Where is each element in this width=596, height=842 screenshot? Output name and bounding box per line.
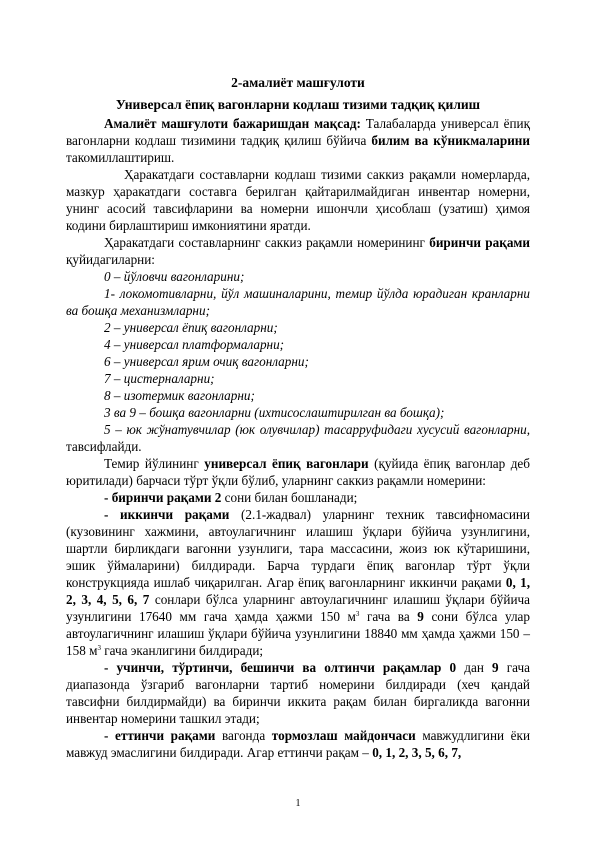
document-title: 2-амалиёт машғулоти (231, 75, 365, 90)
list-item: 3 ва 9 – бошқа вагонларни (ихтисослаштирилган ва бошқа); (104, 405, 445, 420)
list-item: 1- локомотивларни, йўл машиналарини, темир йўлда юрадиган кранларни ва бошқа механизмларни; (66, 286, 530, 318)
paragraph-digit-one: - биринчи рақами 2 сони билан бошланади; (104, 490, 358, 505)
paragraph-digit-seven: - еттинчи рақами вагонда тормозлаш майдончаси мавжудлигини ёки мавжуд эмаслигини билдиради. Агар еттинчи рақам – 0, 1, 2, 3, 5, 6, 7, (66, 728, 531, 760)
list-item: 6 – универсал ярим очиқ вагонларни; (104, 354, 309, 369)
paragraph-digits-three-to-six: - учинчи, тўртинчи, бешинчи ва олтинчи рақамлар 0 дан 9 гача диапазонда ўзгариб вагонларни тартиб номерини билдиради (хеч қандай тавсифни билдирмайди) ва биринчи иккита рақам билан биргаликда вагонни инвентар номерини ташкил этади; (66, 660, 530, 726)
paragraph-digit-two: - иккинчи рақами (2.1-жадвал) уларнинг техник тавсифномасини (кузовининг хажмини, автоулагичнинг илашиш ўқлари бўйича узунлигини, шартли бирликдаги вагонни узунлиги, тара массасини, жоиз юк кўтаришини, эшик ўймаларини) билдиради. Барча турдаги ёпиқ вагонлар тўрт ўқли конструкцияда ишлаб чиқарилган. Агар ёпиқ вагонларнинг иккинчи рақами 0, 1, 2, 3, 4, 5, 6, 7 сонлари бўлса уларнинг автоулагичнинг илашиш ўқлари бўйича узунлигини 17640 мм гача ҳамда ҳажми 150 $м^3$ гача ва 9 сони бўлса улар автоулагичнинг илашиш ўқлари бўйича узунлигини 18840 мм ҳамда ҳажми 150 – 158 $м^3$ гача эканлигини билдиради; (66, 507, 530, 658)
paragraph-coding-system: Ҳаракатдаги составларни кодлаш тизими саккиз рақамли номерларда, мазкур ҳаракатдаги составга берилган қайтарилмайдиган инвентар номерни, унинг асосий тавсифларини ва номерни ишончли ҳисоблаш (узатиш) ҳимоя кодини бирлаштириш имкониятини яратди. (66, 167, 530, 233)
paragraph-first-digit: Ҳаракатдаги составларнинг саккиз рақамли номерининг биринчи рақами қуйидагиларни: (66, 235, 530, 267)
list-item: 4 – универсал платформаларни; (104, 337, 285, 352)
purpose-label: Амалиёт машғулоти бажаришдан мақсад: (104, 116, 361, 131)
list-item-private-wagons: 5 – юк жўнатувчилар (юк олувчилар) тасарруфидаги хусусий вагонларни, тавсифлайди. (66, 422, 530, 454)
page-number: 1 (295, 798, 301, 809)
list-item: 7 – цистерналарни; (104, 371, 215, 386)
list-item: 8 – изотермик вагонларни; (104, 388, 255, 403)
list-item: 0 – йўловчи вагонларини; (104, 269, 245, 284)
paragraph-universal-wagons: Темир йўлининг универсал ёпиқ вагонлари (қуйида ёпиқ вагонлар деб юритилади) барчаси тўрт ўқли бўлиб, уларнинг саккиз рақамли номерини: (66, 456, 530, 488)
paragraph-purpose: Амалиёт машғулоти бажаришдан мақсад: Талабаларда универсал ёпиқ вагонларни кодлаш тизимини тадқиқ қилиш бўйича билим ва кўникмаларини такомиллаштириш. (66, 116, 530, 165)
list-item: 2 – универсал ёпиқ вагонларни; (104, 320, 278, 335)
document-subtitle: Универсал ёпиқ вагонларни кодлаш тизими тадқиқ қилиш (115, 97, 481, 112)
